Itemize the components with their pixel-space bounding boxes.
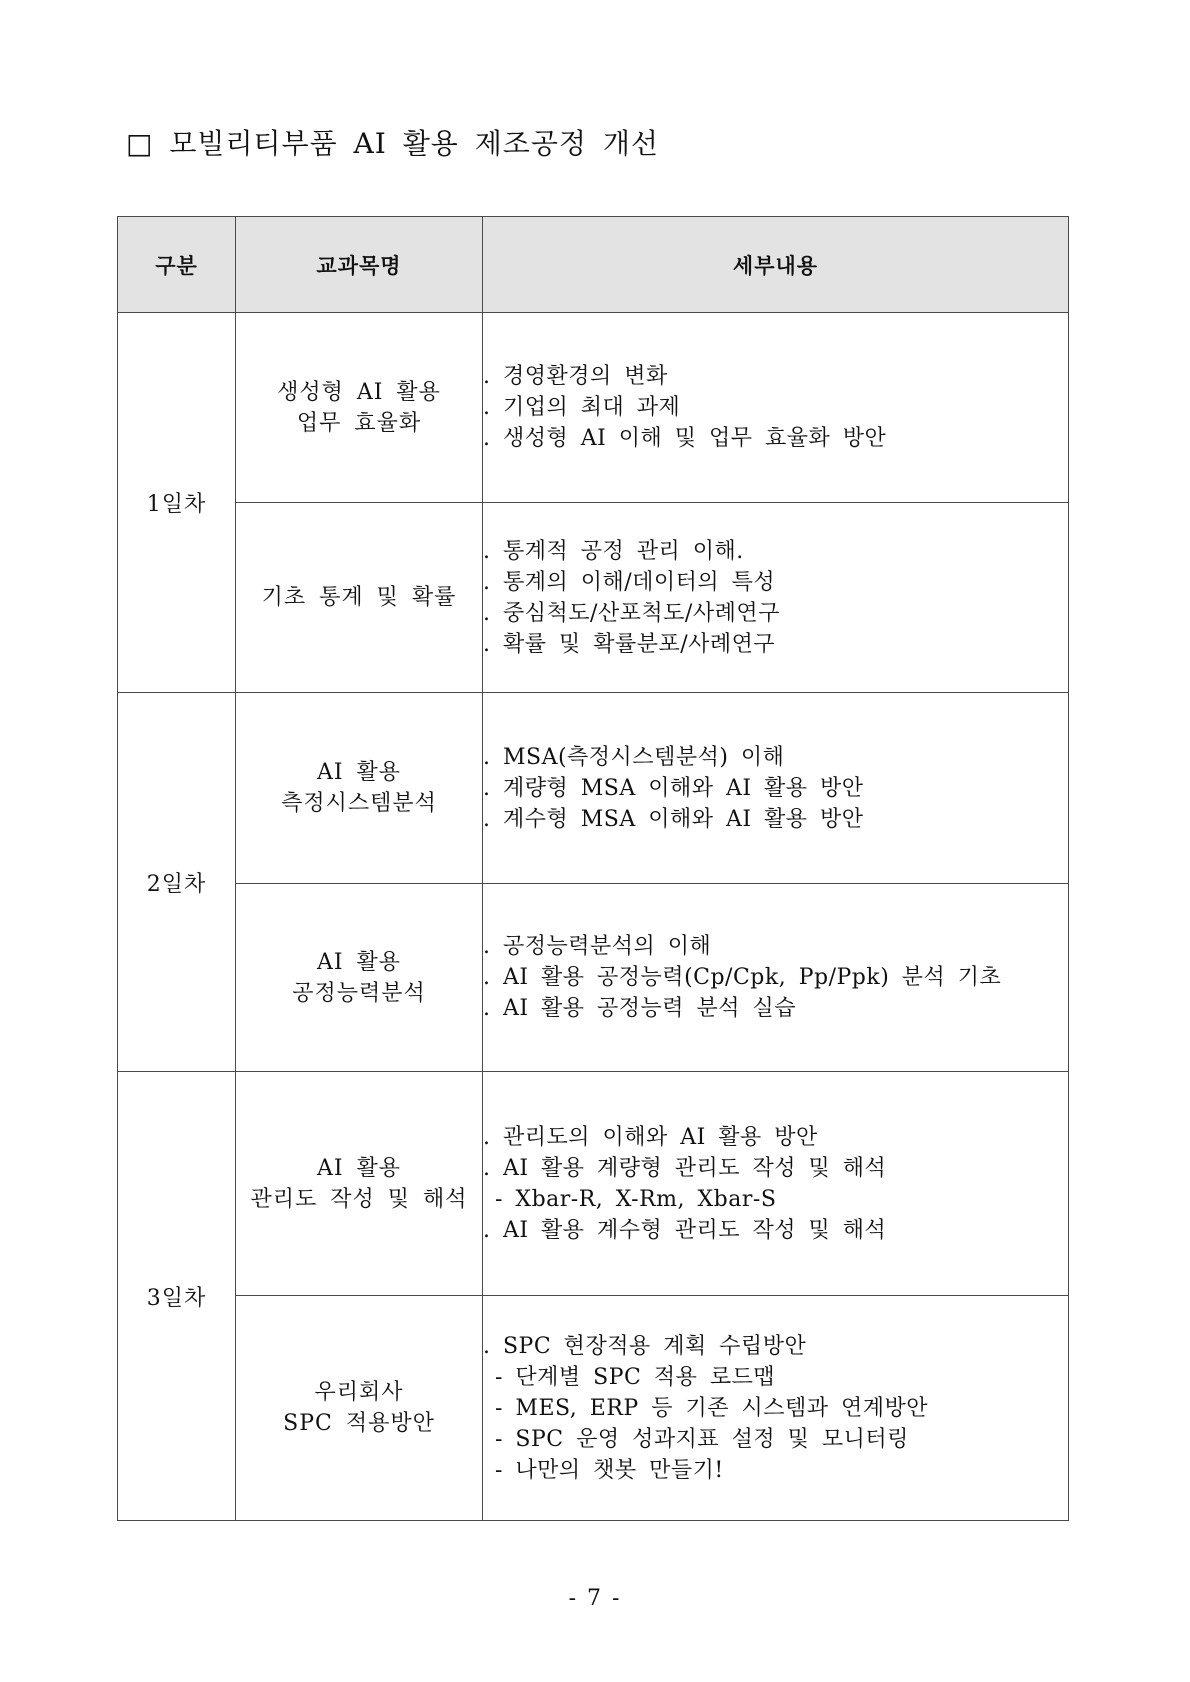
- detail-item: . SPC 현장적용 계획 수립방안: [483, 1333, 807, 1359]
- table-row: [118, 884, 1069, 1072]
- course-name: [236, 503, 483, 693]
- course-name-line: 공정능력분석: [292, 980, 426, 1006]
- table-row: [118, 313, 1069, 503]
- course-details: [483, 884, 1069, 1072]
- course-name-line: 관리도 작성 및 해석: [250, 1186, 468, 1212]
- course-name: [236, 1296, 483, 1521]
- table-row: [118, 693, 1069, 884]
- course-name-line: 우리회사: [314, 1380, 404, 1405]
- course-name: [236, 693, 483, 884]
- detail-item: . MSA(측정시스템분석) 이해: [483, 744, 785, 770]
- course-name: [236, 313, 483, 503]
- course-details: [483, 1072, 1069, 1296]
- day-label: 3일차: [118, 1072, 236, 1521]
- course-name-line: AI 활용: [316, 949, 402, 975]
- detail-item: . 확률 및 확률분포/사례연구: [483, 631, 776, 657]
- detail-sub-item: - MES, ERP 등 기존 시스템과 연계방안: [495, 1395, 928, 1421]
- section-title: □ 모빌리티부품 AI 활용 제조공정 개선: [126, 127, 659, 160]
- detail-item: . 계수형 MSA 이해와 AI 활용 방안: [483, 806, 864, 832]
- course-details: [483, 313, 1069, 503]
- course-details: [483, 1296, 1069, 1521]
- table-row: [118, 1072, 1069, 1296]
- course-name-line: 기초 통계 및 확률: [261, 585, 457, 610]
- course-name: [236, 884, 483, 1072]
- course-name-line: 업무 효율화: [296, 410, 422, 436]
- detail-item: . 공정능력분석의 이해: [483, 934, 712, 959]
- detail-item: . 계량형 MSA 이해와 AI 활용 방안: [483, 775, 864, 801]
- table-row: [118, 1296, 1069, 1521]
- header-details: 세부내용: [483, 217, 1069, 313]
- curriculum-table: [117, 216, 1069, 1521]
- page-number: - 7 -: [568, 1586, 622, 1611]
- day-label: 1일차: [118, 313, 236, 693]
- detail-sub-item: - Xbar-R, X-Rm, Xbar-S: [495, 1186, 777, 1212]
- course-name-line: AI 활용: [316, 760, 402, 785]
- detail-item: . 통계의 이해/데이터의 특성: [483, 569, 776, 595]
- detail-item: . 경영환경의 변화: [483, 364, 668, 389]
- detail-item: . 중심척도/산포척도/사례연구: [483, 600, 780, 626]
- course-details: [483, 693, 1069, 884]
- detail-item: . AI 활용 계량형 관리도 작성 및 해석: [483, 1155, 887, 1181]
- detail-item: . AI 활용 공정능력 분석 실습: [483, 996, 797, 1021]
- course-name-line: 생성형 AI 활용: [277, 379, 441, 405]
- course-name-line: AI 활용: [316, 1155, 402, 1181]
- course-name-line: 측정시스템분석: [281, 791, 437, 816]
- detail-item: . 생성형 AI 이해 및 업무 효율화 방안: [483, 426, 887, 451]
- detail-item: . 기업의 최대 과제: [483, 395, 681, 420]
- course-name-line: SPC 적용방안: [283, 1411, 435, 1436]
- detail-sub-item: - SPC 운영 성과지표 설정 및 모니터링: [495, 1426, 909, 1452]
- detail-item: . AI 활용 공정능력(Cp/Cpk, Pp/Ppk) 분석 기초: [483, 965, 1002, 990]
- table-row: [118, 503, 1069, 693]
- table-header-row: [118, 217, 1069, 313]
- detail-sub-item: - 나만의 챗봇 만들기!: [495, 1457, 724, 1483]
- detail-item: . 관리도의 이해와 AI 활용 방안: [483, 1124, 818, 1150]
- header-category: 구분: [118, 217, 236, 313]
- detail-sub-item: - 단계별 SPC 적용 로드맵: [495, 1364, 776, 1390]
- course-name: [236, 1072, 483, 1296]
- detail-item: . 통계적 공정 관리 이해.: [483, 538, 744, 564]
- day-label: 2일차: [118, 693, 236, 1072]
- course-details: [483, 503, 1069, 693]
- detail-item: . AI 활용 계수형 관리도 작성 및 해석: [483, 1217, 887, 1243]
- header-course-name: 교과목명: [236, 217, 483, 313]
